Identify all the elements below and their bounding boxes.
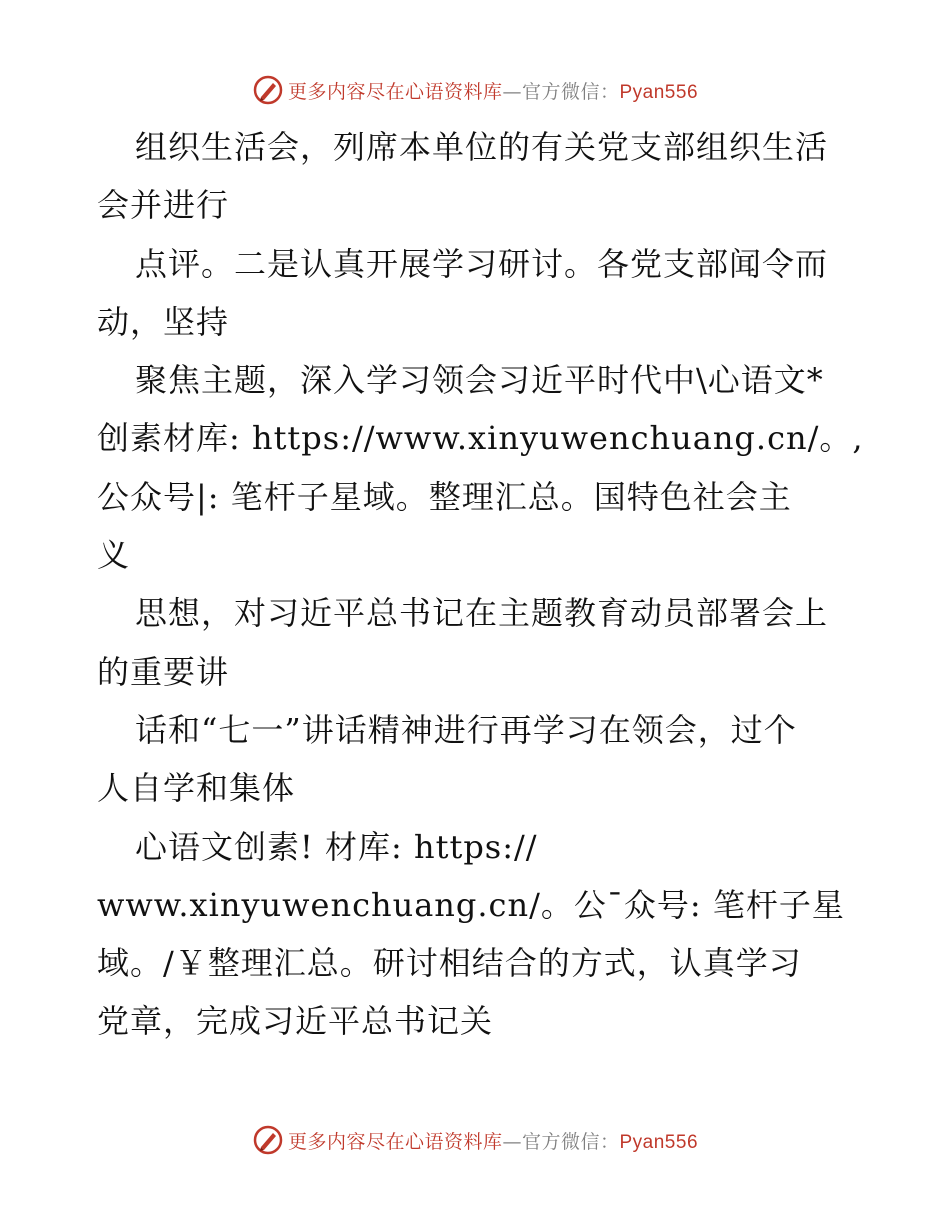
document-body [97,118,864,1051]
banner-main-text: 更多内容尽在心语资料库 [287,80,503,103]
text-line: 创素材库: https://www.xinyuwenchuang.cn/。, [97,419,864,458]
text-line: 思想，对习近平总书记在主题教育动员部署会上 [135,594,829,633]
text-line: 公众号|: 笔杆子星域。整理汇总。国特色社会主 [97,477,792,516]
text-line: 组织生活会，列席本单位的有关党支部组织生活 [135,128,829,166]
banner-separator: — [502,80,522,103]
text-line: 话和“七一”讲话精神进行再学习在领会，过个 [135,710,797,749]
text-line: 域。/￥整理汇总。研讨相结合的方式，认真学习 [97,944,802,983]
text-line: 党章，完成习近平总书记关 [97,1002,494,1041]
text-line: 聚焦主题，深入学习领会习近平时代中\心语文* [135,361,824,400]
text-line: 人自学和集体 [97,769,296,808]
text-line: 心语文创素! 材库: https:// [135,827,538,866]
pen-logo-icon [252,1124,284,1156]
banner-official-label: 官方微信： [521,1130,620,1153]
banner-text [288,77,698,104]
header-banner [0,70,950,110]
text-line: 义 [97,536,131,575]
text-line: www.xinyuwenchuang.cn/。公¯众号: 笔杆子星 [97,885,845,924]
text-line: 会并进行 [97,186,230,225]
text-line: 的重要讲 [97,652,230,691]
banner-separator: — [502,1130,522,1153]
banner-official-label: 官方微信： [521,80,620,103]
text-line: 点评。二是认真开展学习研讨。各党支部闻令而 [135,244,829,283]
banner-text [288,1127,698,1154]
banner-main-text: 更多内容尽在心语资料库 [287,1130,503,1153]
text-line: 动，坚持 [97,302,230,341]
banner-wechat-id: Pyan556 [619,81,699,103]
footer-banner [0,1120,950,1160]
pen-logo-icon [252,74,284,106]
banner-wechat-id: Pyan556 [619,1131,699,1153]
